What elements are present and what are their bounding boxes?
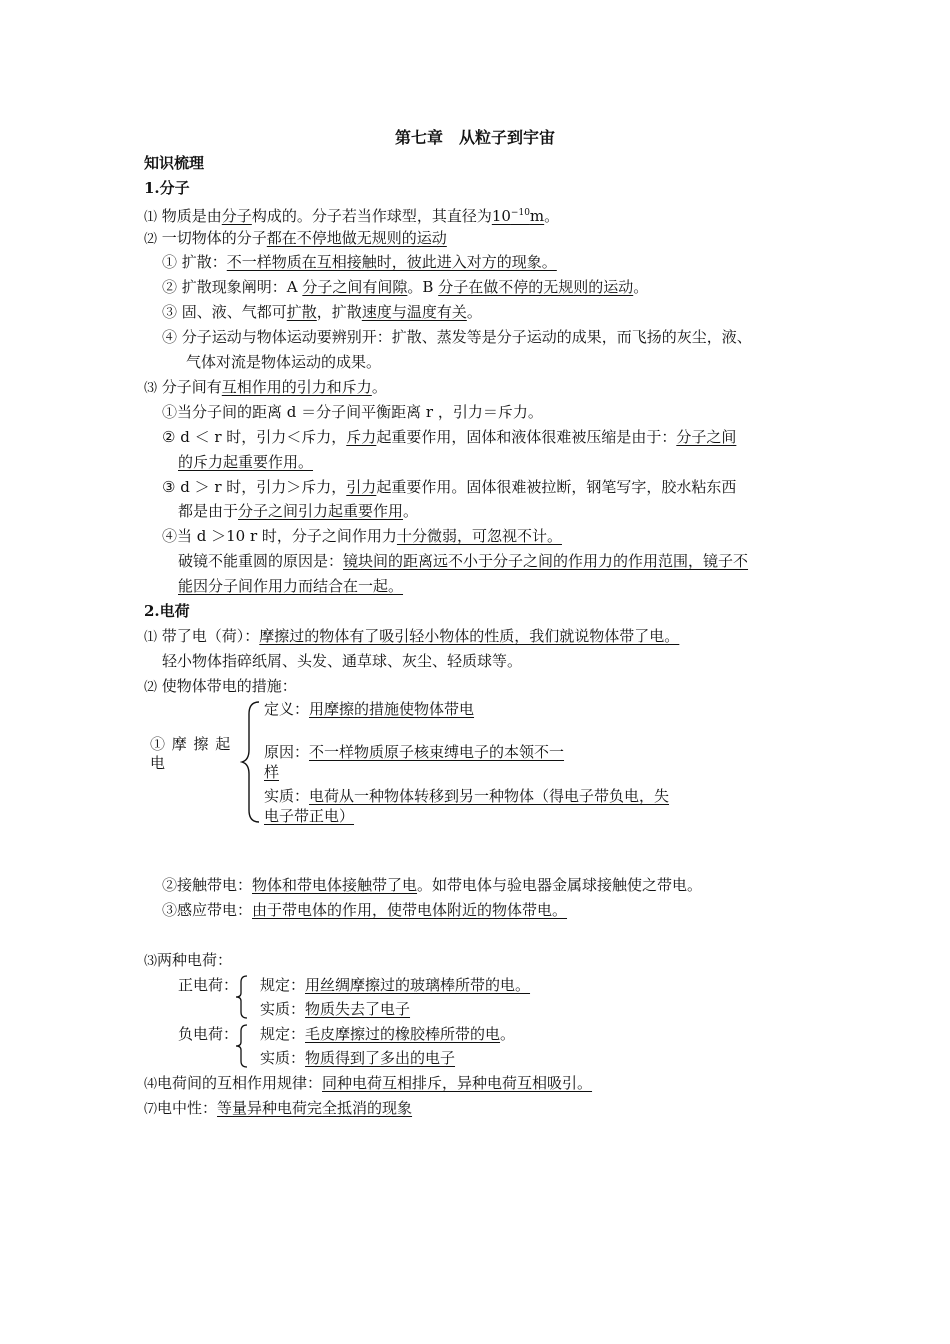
item-repulsion-line2: 的斥力起重要作用。	[178, 453, 314, 471]
item-diffusion-states: ③ 固、液、气都可扩散，扩散速度与温度有关。	[162, 303, 482, 321]
item-broken-mirror-line1: 破镜不能重圆的原因是：镜块间的距离远不小于分子之间的作用力的作用范围，镜子不	[178, 552, 749, 570]
item-attraction-line2: 都是由于分子之间引力起重要作用。	[178, 502, 419, 520]
friction-cause-line2: 样	[264, 763, 280, 781]
item-negligible: ④当 d ＞10 r 时，分子之间作用力十分微弱，可忽视不计。	[162, 527, 562, 545]
negative-charge-rule: 规定：毛皮摩擦过的橡胶棒所带的电。	[260, 1025, 516, 1043]
item-diffusion: ① 扩散：不一样物质在互相接触时，彼此进入对方的现象。	[162, 253, 557, 271]
item-repulsion-line1: ② d ＜ r 时，引力＜斥力，斥力起重要作用，固体和液体很难被压缩是由于：分子之间	[162, 428, 737, 446]
paragraph-2-3: ⑶两种电荷：	[144, 951, 233, 969]
item-equilibrium: ①当分子间的距离 d ＝分子间平衡距离 r ，引力＝斥力。	[162, 403, 543, 421]
paragraph-2-1: ⑴ 带了电（荷）：摩擦过的物体有了吸引轻小物体的性质，我们就说物体带了电。	[144, 627, 680, 645]
paragraph-2-7: ⑺电中性：等量异种电荷完全抵消的现象	[144, 1099, 413, 1117]
friction-definition: 定义：用摩擦的措施使物体带电	[264, 700, 475, 718]
paragraph-1-3: ⑶ 分子间有互相作用的引力和斥力。	[144, 378, 387, 396]
page-title: 第七章 从粒子到宇宙	[394, 128, 555, 147]
friction-cause-line1: 原因：不一样物质原子核束缚电子的本领不一	[264, 743, 565, 761]
negative-charge-brace	[234, 1023, 250, 1069]
item-attraction-line1: ③ d ＞ r 时，引力＞斥力，引力起重要作用。固体很难被拉断，钢笔写字，胶水粘东西	[162, 478, 737, 496]
subsection-heading-molecules: 1.分子	[144, 179, 190, 197]
friction-label-line2: 电	[150, 754, 166, 772]
paragraph-1-2: ⑵ 一切物体的分子都在不停地做无规则的运动	[144, 229, 447, 247]
item-induction-charging: ③感应带电：由于带电体的作用，使带电体附近的物体带电。	[162, 901, 568, 919]
friction-essence-line2: 电子带正电）	[264, 807, 355, 825]
paragraph-1-1: ⑴ 物质是由分子构成的。分子若当作球型，其直径为$10^{-10}m$。	[144, 207, 560, 225]
section-heading: 知识梳理	[144, 154, 205, 172]
positive-charge-label: 正电荷：	[178, 976, 239, 994]
negative-charge-label: 负电荷：	[178, 1025, 239, 1043]
item-molecule-vs-object-line1: ④ 分子运动与物体运动要辨别开：扩散、蒸发等是分子运动的成果，而飞扬的灰尘，液、	[162, 328, 752, 346]
paragraph-2-4: ⑷电荷间的互相作用规律：同种电荷互相排斥，异种电荷互相吸引。	[144, 1074, 593, 1092]
item-contact-charging: ②接触带电：物体和带电体接触带了电。如带电体与验电器金属球接触使之带电。	[162, 876, 703, 894]
positive-charge-rule: 规定：用丝绸摩擦过的玻璃棒所带的电。	[260, 976, 531, 994]
item-molecule-vs-object-line2: 气体对流是物体运动的成果。	[186, 353, 382, 371]
paragraph-2-2: ⑵ 使物体带电的措施：	[144, 677, 297, 695]
positive-charge-essence: 实质：物质失去了电子	[260, 1000, 411, 1018]
subsection-heading-charge: 2.电荷	[144, 602, 190, 620]
positive-charge-brace	[234, 974, 250, 1020]
friction-label-line1: ① 摩 擦 起	[150, 735, 232, 753]
friction-brace	[240, 700, 262, 824]
item-broken-mirror-line2: 能因分子间作用力而结合在一起。	[178, 577, 404, 595]
item-diffusion-explanation: ② 扩散现象阐明：A 分子之间有间隙。B 分子在做不停的无规则的运动。	[162, 278, 649, 296]
negative-charge-essence: 实质：物质得到了多出的电子	[260, 1049, 456, 1067]
friction-essence-line1: 实质：电荷从一种物体转移到另一种物体（得电子带负电，失	[264, 787, 670, 805]
paragraph-2-1-note: 轻小物体指碎纸屑、头发、通草球、灰尘、轻质球等。	[162, 652, 523, 670]
